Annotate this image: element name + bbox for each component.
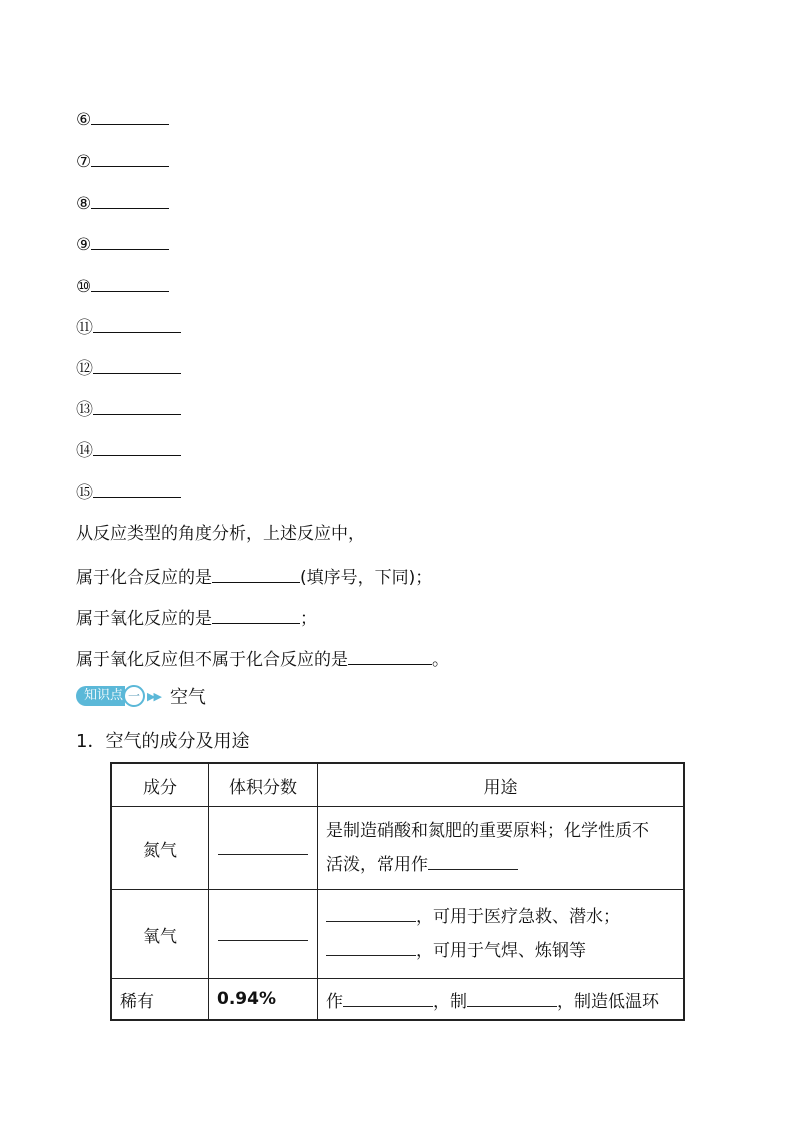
answer-blank[interactable]: [212, 564, 300, 583]
cell-fraction: [209, 807, 318, 890]
subheading: 1．空气的成分及用途: [76, 731, 250, 752]
question-text: 属于氧化反应但不属于化合反应的是: [76, 650, 348, 670]
answer-blank[interactable]: [218, 836, 308, 855]
arrow-right-icon: ▶▶: [147, 689, 160, 703]
table-row: [111, 890, 684, 979]
air-composition-table: [110, 762, 685, 1021]
cell-fraction: 0.94%: [209, 979, 318, 1021]
answer-blank[interactable]: [326, 903, 416, 922]
answer-blank[interactable]: [343, 988, 433, 1007]
question-note: (填序号，下同)；: [300, 568, 433, 588]
table-row: [111, 807, 684, 890]
answer-blank[interactable]: [91, 190, 169, 209]
item-13: [76, 396, 181, 422]
item-8: [76, 190, 169, 216]
item-15: [76, 479, 181, 505]
use-text: ，可用于气焊、炼钢等: [416, 941, 586, 961]
cell-use: [318, 807, 685, 890]
cell-use: [318, 979, 685, 1021]
answer-blank[interactable]: [91, 106, 169, 125]
item-number: ⑦: [76, 152, 92, 172]
cell-fraction: [209, 890, 318, 979]
answer-blank[interactable]: [93, 479, 181, 498]
item-number: ⑧: [76, 194, 92, 214]
question-text: 属于氧化反应的是: [76, 609, 212, 629]
answer-blank[interactable]: [218, 922, 308, 941]
cell-component: 氧气: [111, 890, 209, 979]
item-7: [76, 148, 169, 174]
item-number: ⑥: [76, 110, 92, 130]
item-number: ⑩: [76, 277, 92, 297]
answer-blank[interactable]: [428, 851, 518, 870]
section-title: 空气: [169, 687, 206, 708]
question-oxidation: [76, 605, 317, 631]
header-use: 用途: [318, 763, 685, 807]
cell-component: 氮气: [111, 807, 209, 890]
use-text: 是制造硝酸和氮肥的重要原料；化学性质不: [326, 821, 649, 841]
table-row: [111, 979, 684, 1021]
answer-blank[interactable]: [93, 314, 181, 333]
table-header-row: [111, 763, 684, 807]
answer-blank[interactable]: [348, 646, 432, 665]
use-text: ，可用于医疗急救、潜水；: [416, 907, 620, 927]
cell-use: [318, 890, 685, 979]
answer-blank[interactable]: [91, 231, 169, 250]
item-10: [76, 273, 169, 299]
item-number: ⑨: [76, 235, 92, 255]
answer-blank[interactable]: [93, 355, 181, 374]
section-number-badge: 一: [123, 685, 145, 707]
analysis-intro: 从反应类型的角度分析，上述反应中，: [76, 524, 365, 544]
item-number: ⑭: [76, 441, 93, 461]
item-number: ⑬: [76, 400, 93, 420]
item-14: [76, 437, 181, 463]
answer-blank[interactable]: [91, 148, 169, 167]
header-component: 成分: [111, 763, 209, 807]
section-header: [76, 686, 206, 706]
knowledge-point-badge: 知识点: [76, 686, 125, 706]
use-text: ，制造低温环: [557, 991, 659, 1012]
item-11: [76, 314, 181, 340]
question-note: 。: [432, 650, 449, 670]
answer-blank[interactable]: [93, 437, 181, 456]
item-12: [76, 355, 181, 381]
cell-component: 稀有: [111, 979, 209, 1021]
answer-blank[interactable]: [93, 396, 181, 415]
use-text: 作: [326, 991, 343, 1012]
answer-blank[interactable]: [467, 988, 557, 1007]
header-fraction: 体积分数: [209, 763, 318, 807]
question-combination: [76, 564, 432, 590]
item-number: ⑫: [76, 359, 93, 379]
use-text-line: [326, 848, 675, 882]
question-note: ；: [300, 609, 317, 629]
answer-blank[interactable]: [91, 273, 169, 292]
item-number: ⑮: [76, 483, 93, 503]
use-text: ，制: [433, 991, 467, 1012]
use-text-line: [326, 934, 675, 968]
question-text: 属于化合反应的是: [76, 568, 212, 588]
item-9: [76, 231, 169, 257]
item-6: [76, 106, 169, 132]
use-text-line: [326, 900, 675, 934]
use-text: 活泼，常用作: [326, 855, 428, 875]
question-oxidation-not-combination: [76, 646, 449, 672]
answer-blank[interactable]: [326, 937, 416, 956]
item-number: ⑪: [76, 318, 93, 338]
answer-blank[interactable]: [212, 605, 300, 624]
